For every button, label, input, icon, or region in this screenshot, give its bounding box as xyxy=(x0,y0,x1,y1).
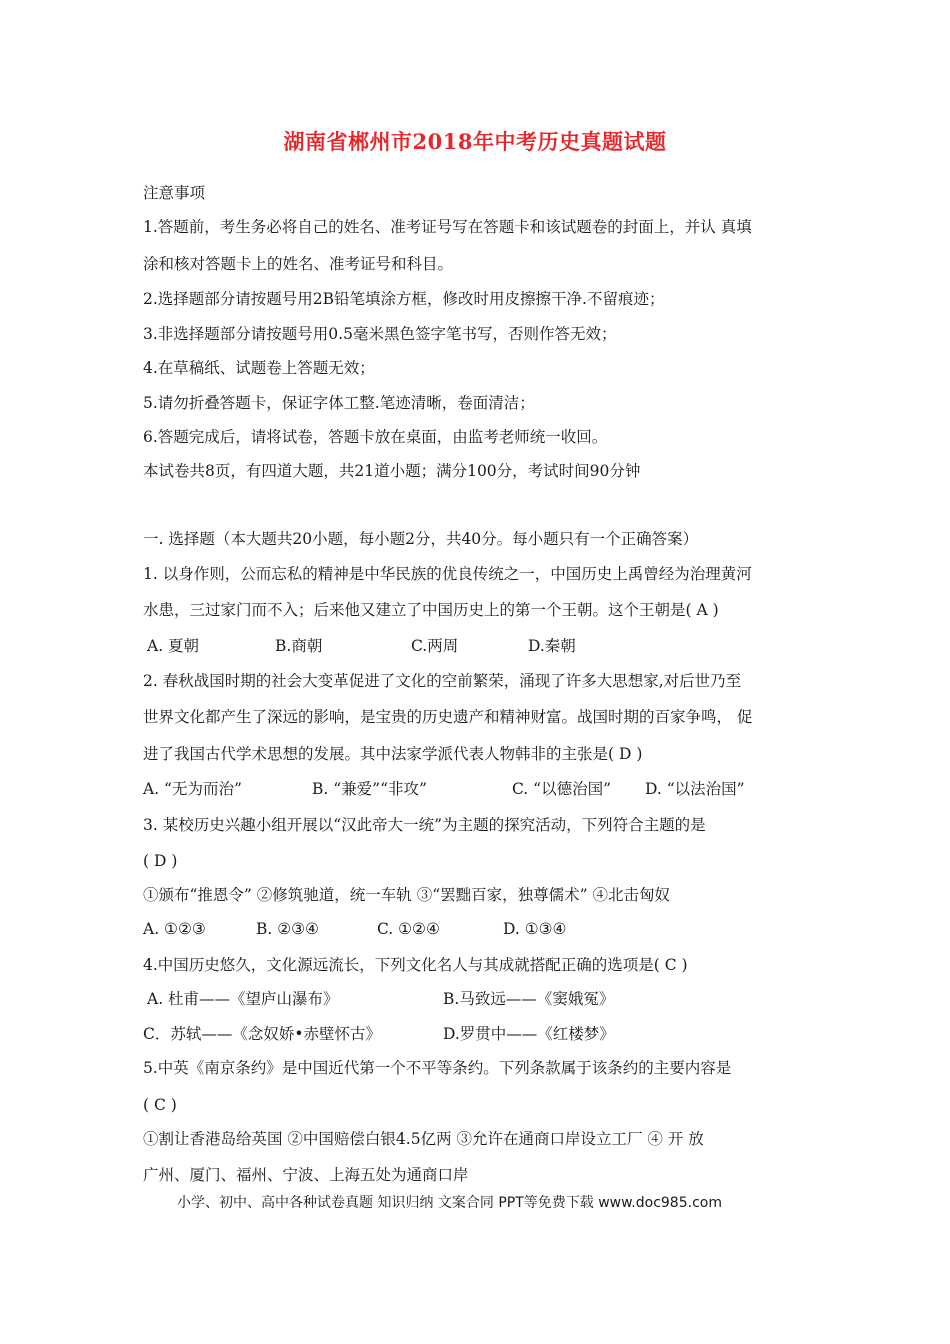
question-5-items-line-1: ①割让香港岛给英国 ②中国赔偿白银4.5亿两 ③允许在通商口岸设立工厂 ④ 开 放 xyxy=(143,1130,704,1148)
question-3-items: ①颁布“推恩令” ②修筑驰道，统一车轨 ③“罢黜百家，独尊儒术” ④北击匈奴 xyxy=(143,886,670,904)
question-1-line-1: 1. 以身作则，公而忘私的精神是中华民族的优良传统之一，中国历史上禹曾经为治理黄河 xyxy=(143,565,752,583)
question-3-option-b: B. ②③④ xyxy=(256,920,319,938)
question-1-option-b: B.商朝 xyxy=(275,637,323,655)
question-3-line-1: 3. 某校历史兴趣小组开展以“汉此帝大一统”为主题的探究活动，下列符合主题的是 xyxy=(143,816,706,834)
question-4-option-c: C．苏轼——《念奴娇•赤壁怀古》 xyxy=(143,1025,382,1043)
notice-item-1-line-1: 1.答题前，考生务必将自己的姓名、准考证号写在答题卡和该试题卷的封面上，并认 真填 xyxy=(143,218,752,236)
question-3-line-2: ( D ) xyxy=(143,852,178,870)
page-title: 湖南省郴州市2018年中考历史真题试题 xyxy=(283,129,667,154)
notice-item-2: 2.选择题部分请按题号用2B铅笔填涂方框，修改时用皮擦擦干净.不留痕迹； xyxy=(143,290,665,308)
footer-ad-text: 小学、初中、高中各种试卷真题 知识归纳 文案合同 PPT等免费下载 www.doc985.com xyxy=(177,1195,722,1211)
question-1-option-c: C.两周 xyxy=(411,637,459,655)
question-5-line-2: ( C ) xyxy=(143,1096,177,1114)
question-2-option-a: A. “无为而治” xyxy=(143,780,242,798)
question-5-line-1: 5.中英《南京条约》是中国近代第一个不平等条约。下列条款属于该条约的主要内容是 xyxy=(143,1059,732,1077)
question-5-items-line-2: 广州、厦门、福州、宁波、上海五处为通商口岸 xyxy=(143,1166,469,1184)
question-4-option-b: B.马致远——《窦娥冤》 xyxy=(443,990,615,1008)
exam-summary: 本试卷共8页，有四道大题，共21道小题；满分100分，考试时间90分钟 xyxy=(143,462,641,480)
question-1-option-d: D.秦朝 xyxy=(528,637,576,655)
question-2-option-c: C. “以德治国” xyxy=(512,780,612,798)
question-2-line-1: 2. 春秋战国时期的社会大变革促进了文化的空前繁荣，涌现了许多大思想家,对后世乃至 xyxy=(143,672,742,690)
notice-item-1-line-2: 涂和核对答题卡上的姓名、准考证号和科目。 xyxy=(143,255,454,273)
question-2-line-2: 世界文化都产生了深远的影响，是宝贵的历史遗产和精神财富。战国时期的百家争鸣， 促 xyxy=(143,708,753,726)
question-1-line-2: 水患，三过家门而不入；后来他又建立了中国历史上的第一个王朝。这个王朝是( A ) xyxy=(143,601,719,619)
question-2-option-d: D. “以法治国” xyxy=(645,780,745,798)
question-3-option-a: A. ①②③ xyxy=(143,920,206,938)
question-3-option-d: D. ①③④ xyxy=(503,920,567,938)
question-4-line-1: 4.中国历史悠久，文化源远流长，下列文化名人与其成就搭配正确的选项是( C ) xyxy=(143,956,688,974)
notice-item-4: 4.在草稿纸、试题卷上答题无效； xyxy=(143,359,375,377)
notice-item-3: 3.非选择题部分请按题号用0.5毫米黑色签字笔书写，否则作答无效； xyxy=(143,325,617,343)
notice-heading: 注意事项 xyxy=(143,184,206,202)
question-2-line-3: 进了我国古代学术思想的发展。其中法家学派代表人物韩非的主张是( D ) xyxy=(143,745,643,763)
question-4-option-d: D.罗贯中——《红楼梦》 xyxy=(443,1025,615,1043)
question-3-option-c: C. ①②④ xyxy=(377,920,440,938)
section-heading: 一. 选择题（本大题共20小题，每小题2分，共40分。每小题只有一个正确答案） xyxy=(143,530,699,548)
question-1-option-a: A. 夏朝 xyxy=(147,637,200,655)
notice-item-5: 5.请勿折叠答题卡，保证字体工整.笔迹清晰，卷面清洁； xyxy=(143,394,535,412)
notice-item-6: 6.答题完成后，请将试卷，答题卡放在桌面，由监考老师统一收回。 xyxy=(143,428,608,446)
question-2-option-b: B. “兼爱”“非攻” xyxy=(312,780,427,798)
question-4-option-a: A. 杜甫——《望庐山瀑布》 xyxy=(147,990,339,1008)
